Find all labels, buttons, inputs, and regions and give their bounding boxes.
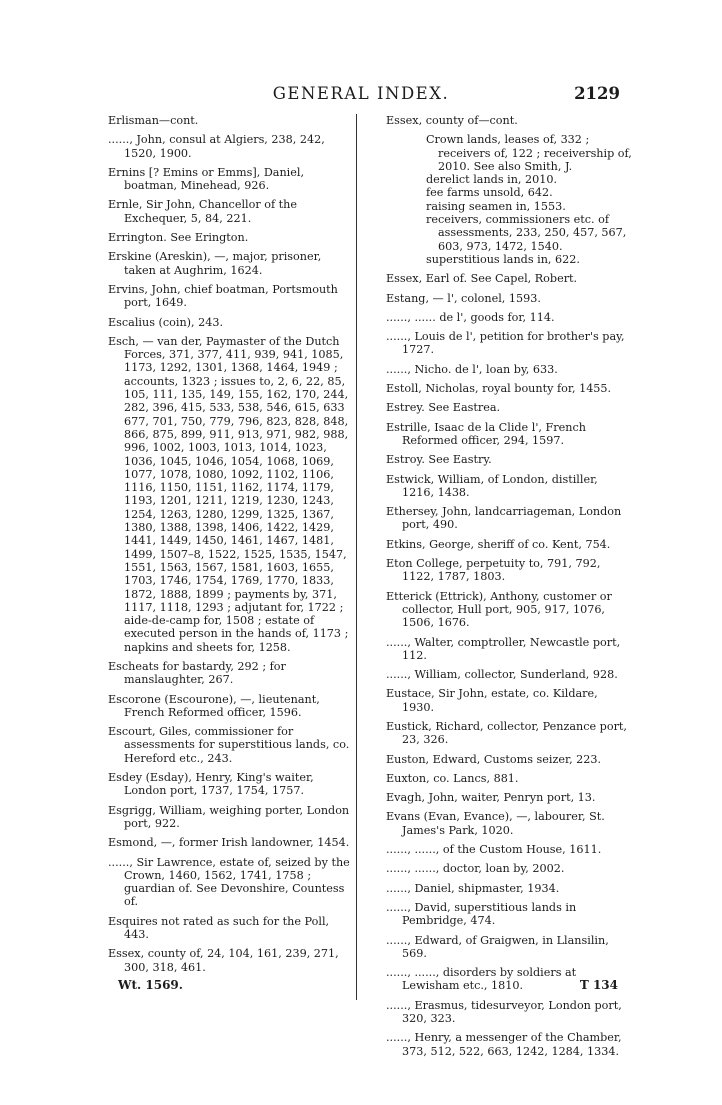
index-subentry: fee farms unsold, 642. [426, 186, 553, 200]
signature-mark: T 134 [579, 978, 618, 992]
index-entry: Esch, — van der, Paymaster of the Dutch Forces, 371, 377, 411, 939, 941, 1085, 1173, 1292, 1301, 1368, 1464, 1949 ; accounts, 1323 ; issues to, 2, 6, 22, 85, 105, 111, 135, 149, 155, 162, 170, 244, 282, 396, 415, 533, 538, 546, 615, 633 677, 701, 750, 779, 796, 823, 828, 848, 866, 875, 899, 911, 913, 971, 982, 988, 996, 1002, 1003, 1013, 1014, 1023, 1036, 1045, 1046, 1054, 1068, 1069, 1077, 1078, 1080, 1092, 1102, 1106, 1116, 1150, 1151, 1162, 1174, 1179, 1193, 1201, 1211, 1219, 1230, 1243, 1254, 1263, 1280, 1299, 1325, 1367, 1380, 1388, 1398, 1406, 1422, 1429, 1441, 1449, 1450, 1461, 1467, 1481, 1499, 1507–8, 1522, 1525, 1535, 1547, 1551, 1563, 1567, 1581, 1603, 1655, 1703, 1746, 1754, 1769, 1770, 1833, 1872, 1888, 1899 ; payments by, 371, 1117, 1118, 1293 ; adjutant for, 1722 ; aide-de-camp for, 1508 ; estate of executed person in the hands of, 1173 ; napkins and sheets for, 1258. [108, 334, 349, 654]
index-entry: Essex, Earl of. See Capel, Robert. [386, 272, 578, 286]
page-title: GENERAL INDEX. [272, 84, 450, 103]
index-entry: Erskine (Areskin), —, major, prisoner, taken at Aughrim, 1624. [108, 250, 322, 277]
index-entry: Estoll, Nicholas, royal bounty for, 1455. [386, 382, 612, 396]
index-entry: Eustace, Sir John, estate, co. Kildare, 1930. [386, 687, 598, 714]
index-entry: Essex, county of, 24, 104, 161, 239, 271, 300, 318, 461. [108, 947, 339, 974]
index-subentry: raising seamen in, 1553. [426, 199, 566, 213]
index-entry: Estang, — l', colonel, 1593. [386, 291, 541, 305]
index-entry: ......, ......, disorders by soldiers at Lewisham etc., 1810. [386, 966, 577, 993]
index-entry: Esdey (Esday), Henry, King's waiter, London port, 1737, 1754, 1757. [108, 771, 314, 798]
index-entry: ......, Daniel, shipmaster, 1934. [386, 881, 560, 895]
index-entry: ......, Edward, of Graigwen, in Llansilin, 569. [386, 933, 609, 960]
index-entry: ......, Erasmus, tidesurveyor, London port, 320, 323. [386, 998, 622, 1026]
index-entry: Essex, county of—cont. [386, 114, 518, 127]
index-entry: ......, William, collector, Sunderland, 928. [386, 668, 618, 682]
index-subentry: receivers, commissioners etc. of assessments, 233, 250, 457, 567, 603, 973, 1472, 1540. [426, 213, 627, 253]
index-subentry: superstitious lands in, 622. [426, 252, 580, 266]
index-entry: ......, ......, of the Custom House, 1611. [386, 843, 602, 857]
page-number: 2129 [574, 84, 620, 103]
index-entry: ......, David, superstitious lands in Pembridge, 474. [386, 900, 577, 928]
index-subentry: Crown lands, leases of, 332 ; receivers of, 122 ; receivership of, 2010. See also Smith, J. [426, 133, 632, 173]
index-entry: Estwick, William, of London, distiller, 1216, 1438. [386, 472, 598, 499]
index-entry: Estroy. See Eastry. [386, 453, 492, 467]
index-entry: Escourt, Giles, commissioner for assessments for superstitious lands, co. Hereford etc., 243. [108, 725, 350, 765]
index-entry: Etterick (Ettrick), Anthony, customer or collector, Hull port, 905, 917, 1076, 1506, 1676. [386, 589, 612, 630]
index-entry: Eton College, perpetuity to, 791, 792, 1122, 1787, 1803. [386, 557, 601, 584]
index-entry: Escheats for bastardy, 292 ; for manslaughter, 267. [108, 659, 286, 687]
index-entry: ......, Nicho. de l', loan by, 633. [386, 362, 558, 376]
index-entry: Esquires not rated as such for the Poll, 443. [108, 914, 330, 942]
index-entry: Ernle, Sir John, Chancellor of the Exchequer, 5, 84, 221. [108, 198, 297, 225]
column-divider [356, 114, 357, 1000]
index-entry: Evans (Evan, Evance), —, labourer, St. James's Park, 1020. [386, 810, 605, 837]
index-entry: Errington. See Erington. [108, 231, 249, 245]
index-entry: ......, Sir Lawrence, estate of, seized by the Crown, 1460, 1562, 1741, 1758 ; guardian of. See Devonshire, Countess of. [108, 855, 350, 909]
index-entry: ......, ......, doctor, loan by, 2002. [386, 862, 565, 876]
index-entry: Euxton, co. Lancs, 881. [386, 771, 519, 785]
index-entry: Etkins, George, sheriff of co. Kent, 754. [386, 537, 611, 551]
index-entry: Estrey. See Eastrea. [386, 401, 501, 415]
index-entry: Esgrigg, William, weighing porter, London port, 922. [108, 803, 350, 830]
left-column [108, 114, 354, 974]
index-entry: Eustick, Richard, collector, Penzance port, 23, 326. [386, 719, 627, 747]
index-entry: Escorone (Escourone), —, lieutenant, French Reformed officer, 1596. [108, 692, 320, 719]
index-entry: Ethersey, John, landcarriageman, London port, 490. [386, 505, 622, 532]
print-reference: Wt. 1569. [118, 978, 183, 992]
index-entry: ......, John, consul at Algiers, 238, 242, 1520, 1900. [108, 133, 325, 160]
page-footer [0, 978, 722, 998]
index-entry: ......, Louis de l', petition for brother's pay, 1727. [386, 330, 625, 357]
index-entry: Esmond, —, former Irish landowner, 1454. [108, 836, 350, 850]
page-header [0, 84, 722, 108]
index-entry: Estrille, Isaac de la Clide l', French Reformed officer, 294, 1597. [386, 420, 586, 447]
index-subentry: derelict lands in, 2010. [426, 173, 558, 187]
index-entry: ......, Walter, comptroller, Newcastle port, 112. [386, 635, 621, 662]
index-entry: Evagh, John, waiter, Penryn port, 13. [386, 791, 596, 805]
index-entry: Erlisman—cont. [108, 114, 199, 127]
index-entry: Escalius (coin), 243. [108, 315, 224, 329]
index-entry: ......, ...... de l', goods for, 114. [386, 310, 555, 324]
index-entry: ......, Henry, a messenger of the Chamber, 373, 512, 522, 663, 1242, 1284, 1334. [386, 1031, 622, 1058]
index-entry: Ervins, John, chief boatman, Portsmouth port, 1649. [108, 282, 338, 310]
index-entry: Ernins [? Emins or Emms], Daniel, boatman, Minehead, 926. [108, 165, 304, 193]
index-entry: Euston, Edward, Customs seizer, 223. [386, 752, 602, 766]
